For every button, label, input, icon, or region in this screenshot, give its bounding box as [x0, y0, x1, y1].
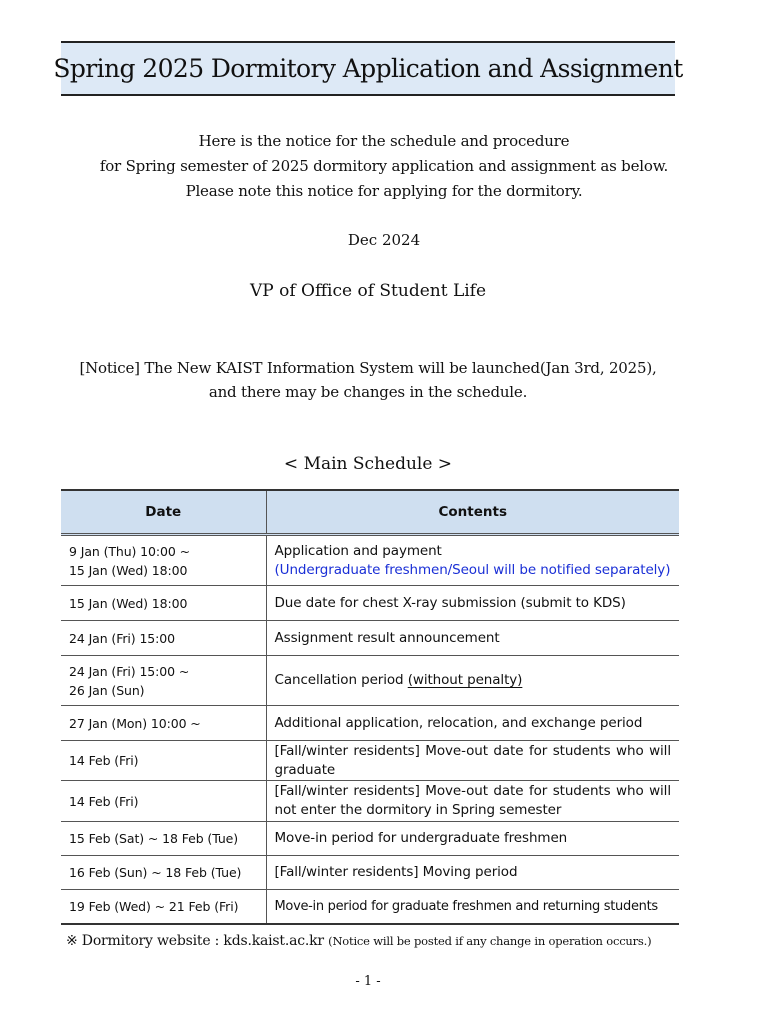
row-date: 9 Jan (Thu) 10:00 ~ 15 Jan (Wed) 18:00: [61, 535, 266, 586]
table-row: [61, 781, 679, 822]
row-date: 19 Feb (Wed) ~ 21 Feb (Fri): [61, 890, 266, 924]
row-date: 24 Jan (Fri) 15:00: [61, 621, 266, 656]
table-row: [61, 706, 679, 741]
notice-line: [Notice] The New KAIST Information System will be launched(Jan 3rd, 2025),: [79, 359, 657, 377]
footnote: [66, 933, 746, 949]
row-contents: [Fall/winter residents] Move-out date for students who will not enter the dormitory in Spring semester: [266, 781, 679, 822]
schedule-table: [61, 489, 679, 925]
row-contents: Move-in period for undergraduate freshmen: [266, 822, 679, 856]
notice-line: and there may be changes in the schedule.: [208, 383, 528, 401]
table-row: [61, 741, 679, 781]
blue-note: (Undergraduate freshmen/Seoul will be notified separately): [274, 561, 671, 578]
row-contents: [Fall/winter residents] Move-out date for students who will graduate: [266, 741, 679, 781]
intro-line: for Spring semester of 2025 dormitory application and assignment as below.: [99, 157, 669, 175]
row-date: 16 Feb (Sun) ~ 18 Feb (Tue): [61, 856, 266, 890]
row-contents: Move-in period for graduate freshmen and returning students: [266, 890, 679, 924]
table-row: [61, 621, 679, 656]
schedule-title: < Main Schedule >: [283, 454, 453, 474]
intro-line: Here is the notice for the schedule and procedure: [198, 132, 570, 150]
document-title-box: [53, 41, 683, 96]
system-notice: [0, 356, 736, 404]
issuing-office: VP of Office of Student Life: [249, 281, 487, 301]
row-date: 15 Jan (Wed) 18:00: [61, 586, 266, 621]
document-title: Spring 2025 Dormitory Application and Assignment: [53, 54, 683, 83]
row-date: 14 Feb (Fri): [61, 781, 266, 822]
table-row: [61, 656, 679, 706]
row-date: 27 Jan (Mon) 10:00 ~: [61, 706, 266, 741]
page-number: - 1 -: [355, 974, 381, 989]
row-contents: Assignment result announcement: [266, 621, 679, 656]
reference-mark: ※: [66, 933, 78, 949]
row-date: 14 Feb (Fri): [61, 741, 266, 781]
footnote-small: (Notice will be posted if any change in operation occurs.): [328, 934, 652, 948]
intro-paragraph: [40, 129, 728, 204]
row-contents: [Fall/winter residents] Moving period: [266, 856, 679, 890]
table-row: [61, 586, 679, 621]
row-contents: Due date for chest X-ray submission (submit to KDS): [266, 586, 679, 621]
header-date: Date: [61, 490, 266, 535]
underlined-note: (without penalty): [407, 672, 523, 688]
issue-date: Dec 2024: [347, 231, 421, 249]
dormitory-website: Dormitory website : kds.kaist.ac.kr: [81, 933, 324, 949]
header-contents: Contents: [266, 490, 679, 535]
table-row: [61, 535, 679, 586]
row-contents: Additional application, relocation, and exchange period: [266, 706, 679, 741]
table-row: [61, 856, 679, 890]
table-row: [61, 822, 679, 856]
row-date: 15 Feb (Sat) ~ 18 Feb (Tue): [61, 822, 266, 856]
table-header-row: [61, 490, 679, 535]
row-contents: Application and payment (Undergraduate freshmen/Seoul will be notified separately): [266, 535, 679, 586]
intro-line: Please note this notice for applying for the dormitory.: [185, 182, 583, 200]
row-date: 24 Jan (Fri) 15:00 ~ 26 Jan (Sun): [61, 656, 266, 706]
row-contents: Cancellation period (without penalty): [266, 656, 679, 706]
table-row: [61, 890, 679, 924]
